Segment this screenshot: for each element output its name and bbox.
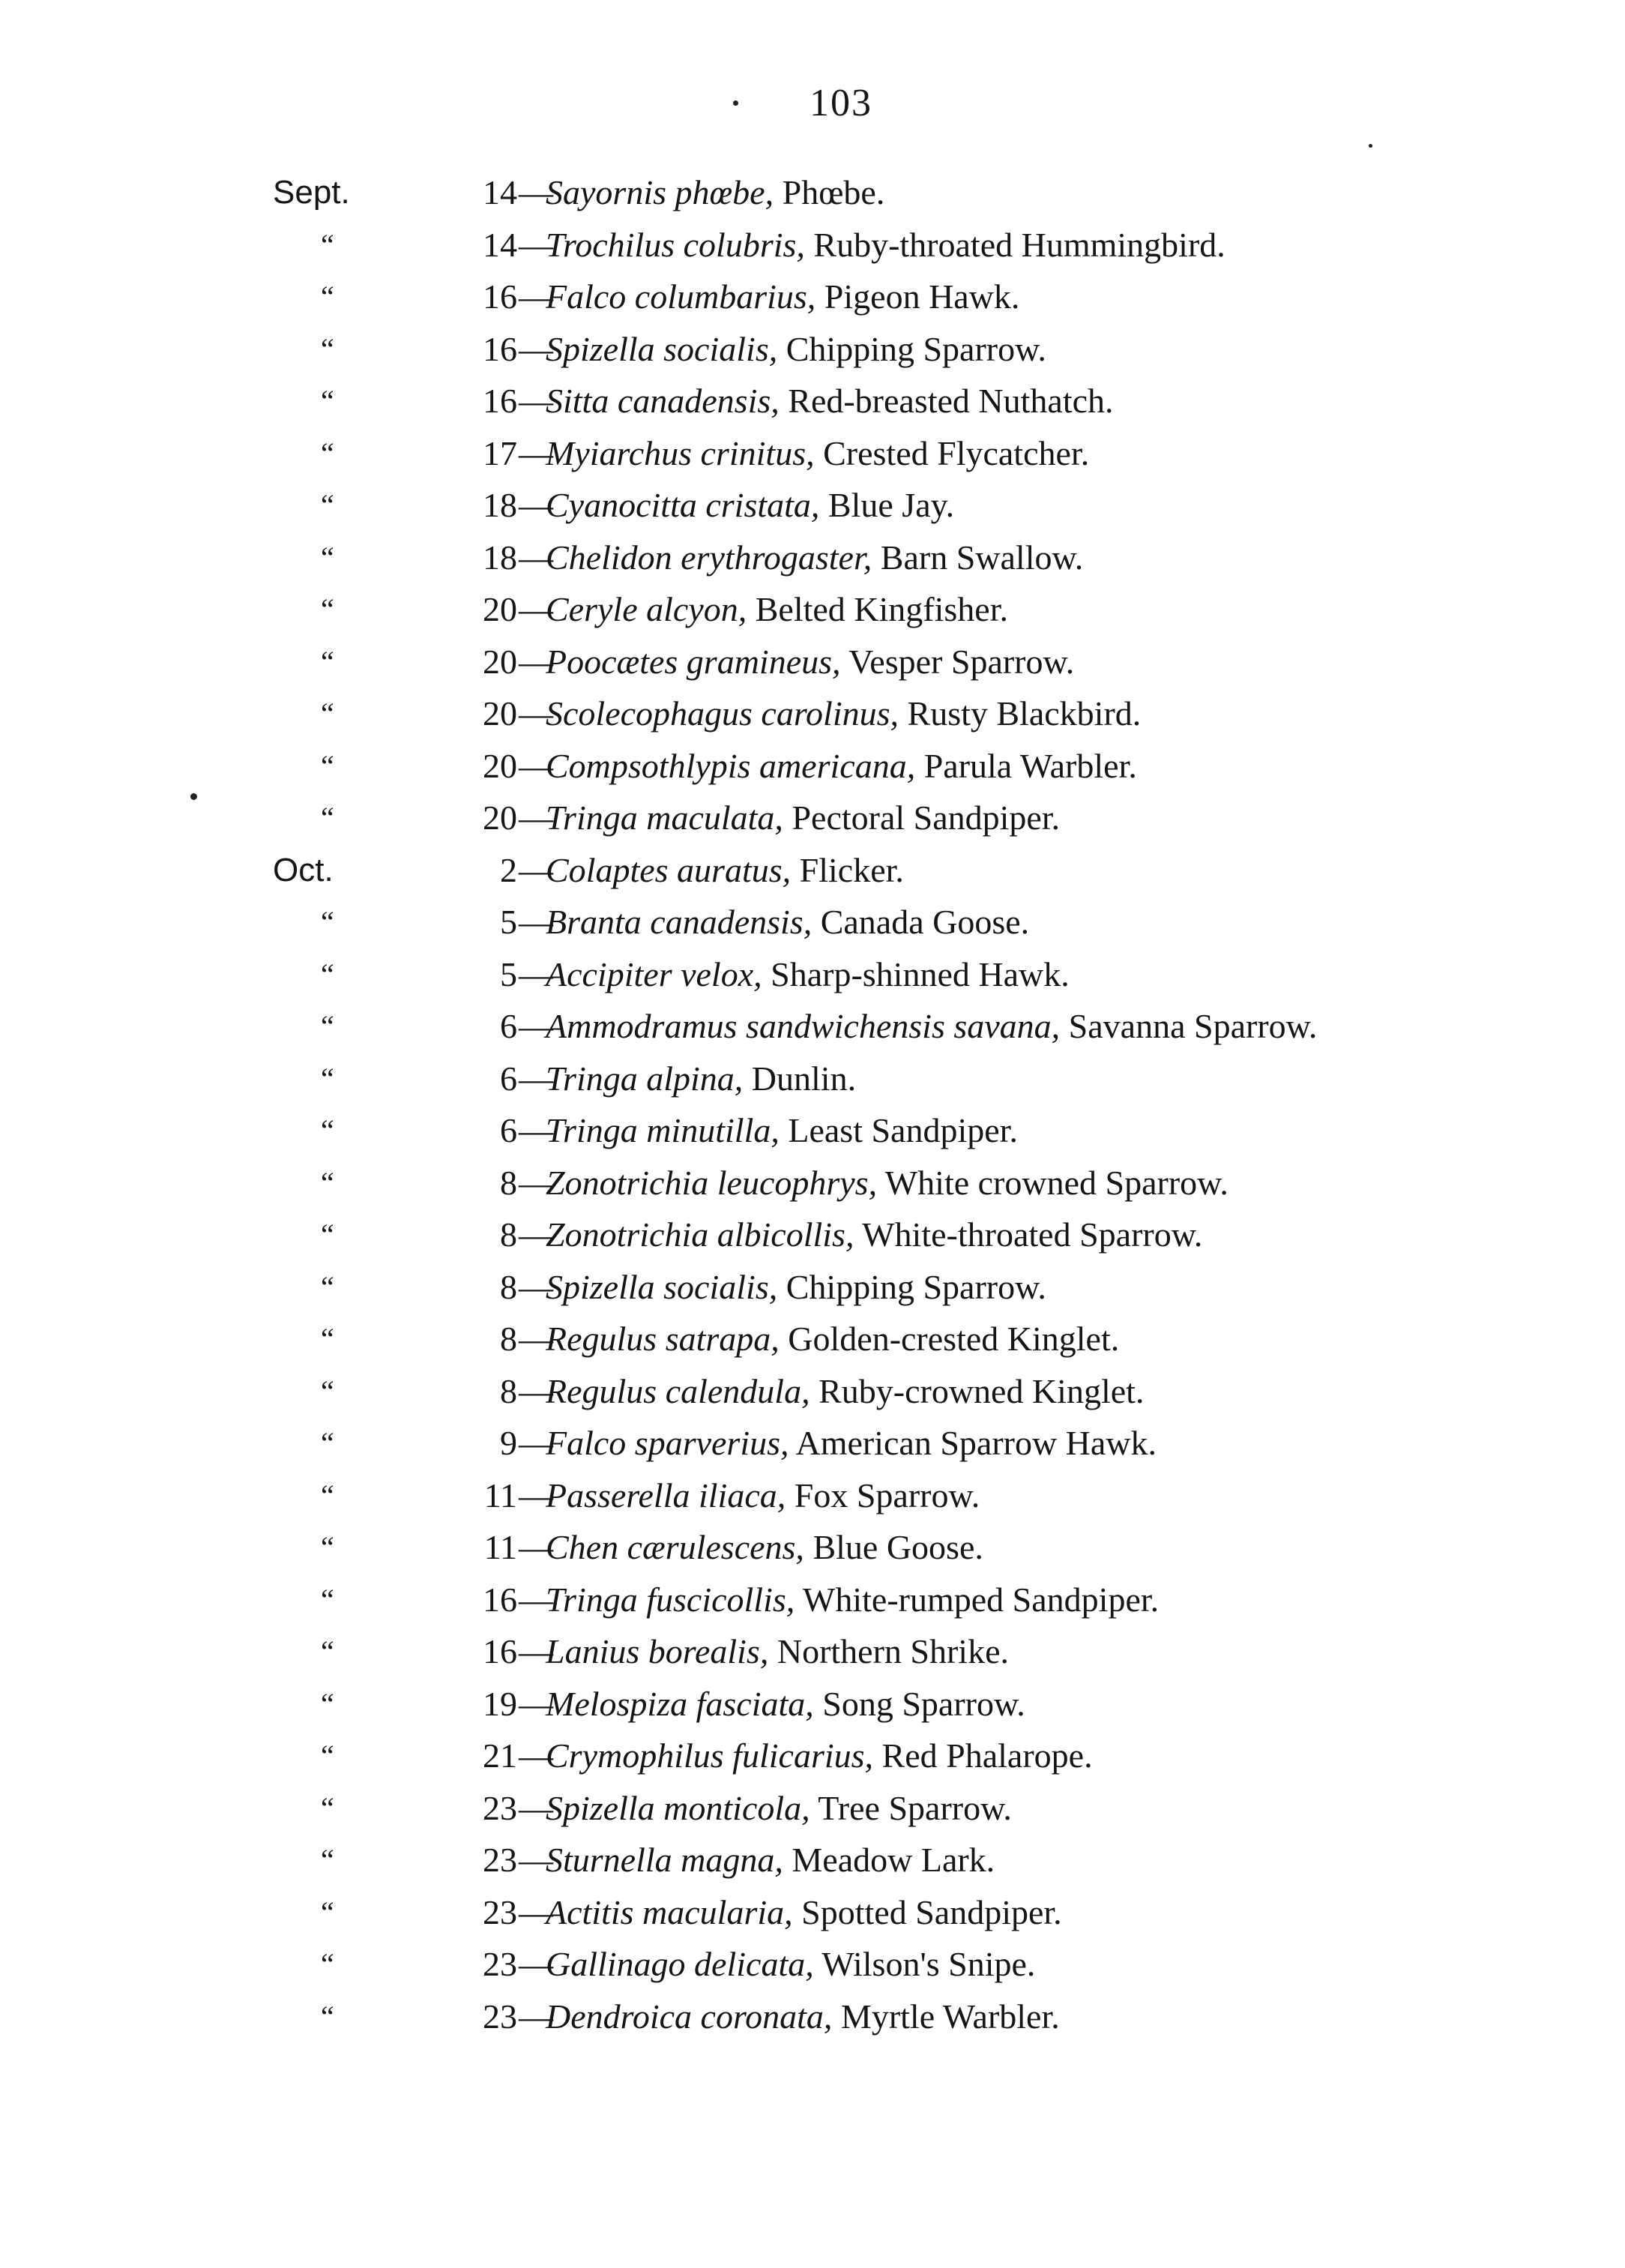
scientific-name: Spizella socialis, (546, 329, 778, 368)
em-dash: — (519, 538, 553, 577)
day-number: 20 (483, 746, 517, 785)
list-item (0, 1470, 1625, 1522)
scientific-name: Cyanocitta cristata, (546, 486, 820, 524)
common-name: White crowned Sparrow. (877, 1163, 1228, 1202)
month-label: Sept. (273, 174, 350, 211)
list-item (0, 375, 1625, 427)
species-entry (546, 1000, 1317, 1053)
species-entry (546, 323, 1046, 376)
common-name: Flicker. (791, 850, 904, 889)
ditto-mark: “ (321, 436, 334, 470)
common-name: Crested Flycatcher. (814, 433, 1090, 472)
day-number: 20 (483, 798, 517, 837)
month-label: Oct. (273, 851, 334, 888)
em-dash: — (519, 954, 553, 993)
scientific-name: Tringa fuscicollis, (546, 1580, 795, 1619)
list-item (0, 1157, 1625, 1209)
list-item (0, 219, 1625, 271)
day-number: 21 (483, 1736, 517, 1775)
list-item (0, 688, 1625, 740)
list-item (0, 844, 1625, 897)
common-name: Red-breasted Nuthatch. (779, 382, 1114, 420)
species-entry (546, 1104, 1018, 1157)
species-entry (546, 792, 1060, 844)
day-number: 20 (483, 590, 517, 628)
species-entry (546, 219, 1225, 271)
day-number: 16 (483, 382, 517, 420)
common-name: Phœbe. (774, 173, 885, 211)
list-item (0, 636, 1625, 688)
em-dash: — (519, 1320, 553, 1358)
day-number: 23 (483, 1997, 517, 2036)
common-name: Tree Sparrow. (810, 1788, 1012, 1827)
em-dash: — (519, 1267, 553, 1306)
list-item (0, 583, 1625, 636)
ditto-mark: “ (321, 1895, 334, 1929)
entry-list (0, 166, 1625, 2042)
common-name: Rusty Blackbird. (899, 694, 1142, 733)
ditto-mark: “ (321, 1269, 334, 1304)
scientific-name: Gallinago delicata, (546, 1945, 814, 1983)
common-name: Chipping Sparrow. (777, 1267, 1046, 1306)
common-name: Barn Swallow. (872, 538, 1084, 577)
ditto-mark: “ (321, 1165, 334, 1200)
list-item (0, 1886, 1625, 1939)
scientific-name: Trochilus colubris, (546, 225, 805, 264)
scientific-name: Tringa minutilla, (546, 1111, 780, 1149)
scientific-name: Ceryle alcyon, (546, 590, 747, 628)
ditto-mark: “ (321, 1634, 334, 1668)
day-number: 18 (483, 486, 517, 524)
list-item (0, 792, 1625, 844)
ditto-mark: “ (321, 748, 334, 783)
day-number: 8 (500, 1267, 517, 1306)
em-dash: — (519, 746, 553, 785)
scientific-name: Tringa maculata, (546, 798, 783, 837)
species-entry (546, 1157, 1228, 1209)
day-number: 16 (483, 1632, 517, 1670)
species-entry (546, 1730, 1093, 1782)
em-dash: — (519, 1371, 553, 1410)
ditto-mark: “ (321, 1790, 334, 1825)
species-entry (546, 1938, 1035, 1991)
scientific-name: Spizella monticola, (546, 1788, 810, 1827)
common-name: Northern Shrike. (768, 1632, 1009, 1670)
day-number: 17 (483, 433, 517, 472)
list-item (0, 1834, 1625, 1886)
scientific-name: Sturnella magna, (546, 1841, 783, 1879)
species-entry (546, 636, 1074, 688)
common-name: White-throated Sparrow. (854, 1215, 1203, 1254)
day-number: 20 (483, 694, 517, 733)
common-name: Chipping Sparrow. (777, 329, 1046, 368)
day-number: 6 (500, 1111, 517, 1149)
list-item (0, 1938, 1625, 1991)
ditto-mark: “ (321, 384, 334, 418)
common-name: Blue Jay. (819, 486, 955, 524)
ditto-mark: “ (321, 1322, 334, 1356)
day-number: 11 (483, 1476, 517, 1514)
day-number: 14 (483, 173, 517, 211)
species-entry (546, 479, 954, 532)
species-entry (546, 1417, 1157, 1470)
species-entry (546, 1782, 1012, 1835)
list-item (0, 1574, 1625, 1626)
ditto-mark: “ (321, 957, 334, 991)
ditto-mark: “ (321, 1009, 334, 1043)
em-dash: — (519, 694, 553, 733)
scientific-name: Sayornis phœbe, (546, 173, 774, 211)
list-item (0, 1313, 1625, 1365)
ditto-mark: “ (321, 905, 334, 939)
day-number: 5 (500, 903, 517, 941)
list-item (0, 271, 1625, 323)
scientific-name: Falco sparverius, (546, 1424, 789, 1462)
list-item (0, 479, 1625, 532)
scientific-name: Chelidon erythrogaster, (546, 538, 872, 577)
common-name: Red Phalarope. (873, 1736, 1093, 1775)
ditto-mark: “ (321, 1374, 334, 1408)
day-number: 6 (500, 1007, 517, 1045)
em-dash: — (519, 1892, 553, 1931)
common-name: White-rumped Sandpiper. (795, 1580, 1160, 1619)
ditto-mark: “ (321, 227, 334, 262)
day-number: 18 (483, 538, 517, 577)
list-item (0, 427, 1625, 480)
day-number: 5 (500, 954, 517, 993)
em-dash: — (519, 486, 553, 524)
ditto-mark: “ (321, 280, 334, 313)
em-dash: — (519, 590, 553, 628)
common-name: Golden-crested Kinglet. (779, 1320, 1120, 1358)
ditto-mark: “ (321, 1426, 334, 1460)
em-dash: — (519, 277, 553, 316)
day-number: 2 (500, 850, 517, 889)
species-entry (546, 427, 1089, 480)
species-entry (546, 375, 1114, 427)
page-number: 103 (810, 82, 872, 124)
common-name: Dunlin. (743, 1059, 857, 1098)
em-dash: — (519, 225, 553, 264)
list-item (0, 896, 1625, 948)
em-dash: — (519, 1841, 553, 1879)
common-name: Canada Goose. (812, 903, 1030, 941)
ditto-mark: “ (321, 592, 334, 626)
species-entry (546, 1834, 995, 1886)
list-item (0, 1104, 1625, 1157)
species-entry (546, 688, 1141, 740)
species-entry (546, 1574, 1159, 1626)
species-entry (546, 1678, 1025, 1730)
species-entry (546, 1313, 1119, 1365)
common-name: Song Sparrow. (813, 1684, 1025, 1723)
em-dash: — (519, 173, 553, 211)
ditto-mark: “ (321, 540, 334, 574)
scientific-name: Lanius borealis, (546, 1632, 769, 1670)
common-name: Myrtle Warbler. (832, 1997, 1060, 2036)
list-item (0, 1730, 1625, 1782)
list-item (0, 1521, 1625, 1574)
species-entry (546, 166, 884, 219)
scientific-name: Accipiter velox, (546, 954, 762, 993)
species-entry (546, 532, 1083, 584)
species-entry (546, 1886, 1062, 1939)
species-entry (546, 583, 1008, 636)
common-name: Blue Goose. (804, 1528, 983, 1566)
scientific-name: Spizella socialis, (546, 1267, 778, 1306)
common-name: Pigeon Hawk. (815, 277, 1020, 316)
common-name: American Sparrow Hawk. (789, 1424, 1157, 1462)
em-dash: — (519, 1528, 553, 1566)
day-number: 23 (483, 1945, 517, 1983)
em-dash: — (519, 1424, 553, 1462)
day-number: 23 (483, 1841, 517, 1879)
em-dash: — (519, 1007, 553, 1045)
scientific-name: Sitta canadensis, (546, 382, 780, 420)
list-item (0, 1678, 1625, 1730)
scientific-name: Actitis macularia, (546, 1892, 793, 1931)
em-dash: — (519, 1215, 553, 1254)
em-dash: — (519, 798, 553, 837)
ditto-mark: “ (321, 331, 334, 366)
day-number: 8 (500, 1163, 517, 1202)
common-name: Spotted Sandpiper. (792, 1892, 1062, 1931)
list-item (0, 1000, 1625, 1053)
common-name: Wilson's Snipe. (813, 1945, 1036, 1983)
scientific-name: Colaptes auratus, (546, 850, 792, 889)
em-dash: — (519, 1632, 553, 1670)
common-name: Parula Warbler. (915, 746, 1137, 785)
ditto-mark: “ (321, 488, 334, 522)
list-item (0, 1365, 1625, 1418)
em-dash: — (519, 1736, 553, 1775)
species-entry (546, 1365, 1144, 1418)
em-dash: — (519, 1997, 553, 2036)
species-entry (546, 844, 904, 897)
scientific-name: Poocætes gramineus, (546, 642, 841, 681)
em-dash: — (519, 1945, 553, 1983)
list-item (0, 323, 1625, 376)
scientific-name: Ammodramus sandwichensis savana, (546, 1007, 1061, 1045)
species-entry (546, 1053, 856, 1105)
scientific-name: Myiarchus crinitus, (546, 433, 815, 472)
day-number: 16 (483, 277, 517, 316)
common-name: Least Sandpiper. (779, 1111, 1018, 1149)
list-item (0, 1782, 1625, 1835)
species-entry (546, 1625, 1009, 1678)
ditto-mark: “ (321, 1582, 334, 1616)
scientific-name: Falco columbarius, (546, 277, 816, 316)
ditto-mark: “ (321, 1739, 334, 1772)
common-name: Meadow Lark. (783, 1841, 995, 1879)
em-dash: — (519, 642, 553, 681)
ditto-mark: “ (321, 1478, 334, 1512)
list-item (0, 166, 1625, 219)
day-number: 8 (500, 1320, 517, 1358)
em-dash: — (519, 1111, 553, 1149)
species-entry (546, 948, 1070, 1001)
scientific-name: Zonotrichia leucophrys, (546, 1163, 878, 1202)
species-entry (546, 1470, 980, 1522)
day-number: 14 (483, 225, 517, 264)
species-entry (546, 1991, 1060, 2043)
species-entry (546, 740, 1137, 792)
ditto-mark: “ (321, 1113, 334, 1147)
em-dash: — (519, 850, 553, 889)
list-item (0, 740, 1625, 792)
ditto-mark: “ (321, 1947, 334, 1981)
species-entry (546, 1209, 1202, 1261)
ditto-mark: “ (321, 1686, 334, 1721)
day-number: 23 (483, 1892, 517, 1931)
ditto-mark: “ (321, 1843, 334, 1877)
day-number: 11 (483, 1528, 517, 1566)
common-name: Vesper Sparrow. (840, 642, 1075, 681)
em-dash: — (519, 329, 553, 368)
common-name: Ruby-crowned Kinglet. (810, 1371, 1145, 1410)
em-dash: — (519, 1059, 553, 1098)
day-number: 19 (483, 1684, 517, 1723)
day-number: 6 (500, 1059, 517, 1098)
scientific-name: Scolecophagus carolinus, (546, 694, 899, 733)
scientific-name: Crymophilus fulicarius, (546, 1736, 874, 1775)
em-dash: — (519, 1684, 553, 1723)
scientific-name: Passerella iliaca, (546, 1476, 786, 1514)
species-entry (546, 271, 1019, 323)
day-number: 16 (483, 1580, 517, 1619)
list-item (0, 948, 1625, 1001)
ditto-mark: “ (321, 697, 334, 730)
scientific-name: Regulus calendula, (546, 1371, 810, 1410)
em-dash: — (519, 1580, 553, 1619)
list-item (0, 1625, 1625, 1678)
day-number: 16 (483, 329, 517, 368)
common-name: Ruby-throated Hummingbird. (804, 225, 1225, 264)
day-number: 20 (483, 642, 517, 681)
scientific-name: Regulus satrapa, (546, 1320, 780, 1358)
print-speck (733, 100, 738, 106)
em-dash: — (519, 903, 553, 941)
ditto-mark: “ (321, 1999, 334, 2033)
common-name: Fox Sparrow. (786, 1476, 980, 1514)
common-name: Savanna Sparrow. (1060, 1007, 1318, 1045)
em-dash: — (519, 1476, 553, 1514)
scientific-name: Dendroica coronata, (546, 1997, 833, 2036)
ditto-mark: “ (321, 1530, 334, 1564)
ditto-mark: “ (321, 644, 334, 679)
scientific-name: Compsothlypis americana, (546, 746, 916, 785)
common-name: Pectoral Sandpiper. (783, 798, 1061, 837)
em-dash: — (519, 1163, 553, 1202)
ditto-mark: “ (321, 1218, 334, 1251)
scientific-name: Zonotrichia albicollis, (546, 1215, 854, 1254)
list-item (0, 1261, 1625, 1314)
day-number: 23 (483, 1788, 517, 1827)
ditto-mark: “ (321, 1061, 334, 1095)
list-item (0, 1209, 1625, 1261)
species-entry (546, 896, 1029, 948)
print-speck (1369, 144, 1372, 148)
common-name: Belted Kingfisher. (747, 590, 1009, 628)
scientific-name: Branta canadensis, (546, 903, 812, 941)
day-number: 8 (500, 1215, 517, 1254)
ditto-mark: “ (321, 801, 334, 834)
day-number: 9 (500, 1424, 517, 1462)
list-item (0, 1053, 1625, 1105)
scientific-name: Melospiza fasciata, (546, 1684, 814, 1723)
day-number: 8 (500, 1371, 517, 1410)
species-entry (546, 1261, 1046, 1314)
list-item (0, 1417, 1625, 1470)
scientific-name: Chen cærulescens, (546, 1528, 804, 1566)
list-item (0, 1991, 1625, 2043)
common-name: Sharp-shinned Hawk. (762, 954, 1070, 993)
species-entry (546, 1521, 983, 1574)
scientific-name: Tringa alpina, (546, 1059, 744, 1098)
list-item (0, 532, 1625, 584)
em-dash: — (519, 1788, 553, 1827)
em-dash: — (519, 433, 553, 472)
em-dash: — (519, 382, 553, 420)
